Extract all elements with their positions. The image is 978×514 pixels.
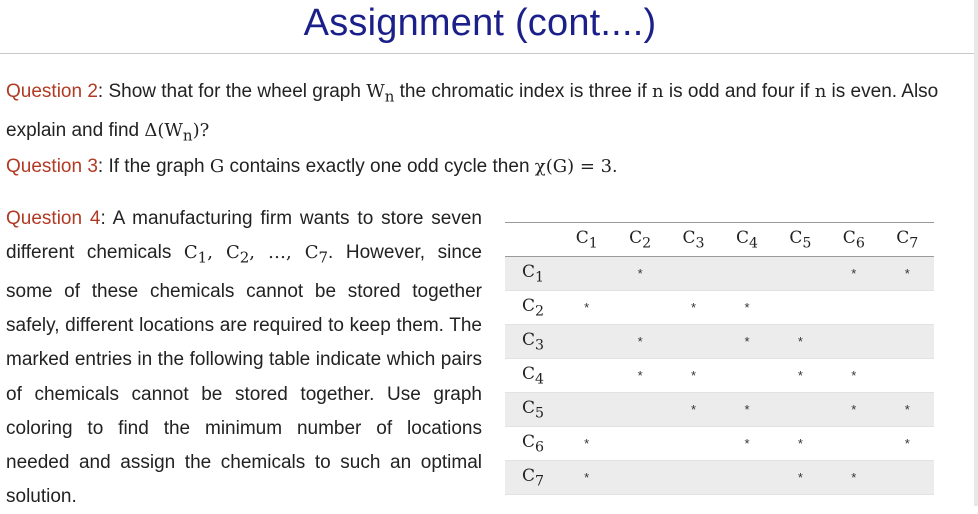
title-divider <box>0 53 975 54</box>
q2-n-1: n <box>652 81 664 102</box>
table-cell: * <box>774 427 827 461</box>
table-cell <box>613 461 666 495</box>
table-cell: * <box>720 291 773 325</box>
table-cell: * <box>613 325 666 359</box>
row-header-c7: $C_7$ <box>505 461 560 495</box>
table-cell <box>881 291 934 325</box>
q2-text-3: is odd and four if <box>663 81 815 102</box>
q2-text-4: is even. Also explain and find <box>6 81 939 141</box>
table-cell: * <box>720 427 773 461</box>
table-cell <box>613 427 666 461</box>
q2-delta-expression: $\Delta(W_n)$? <box>144 119 210 145</box>
incompatibility-table <box>505 222 934 495</box>
column-header-c4: $C_4$ <box>735 227 758 252</box>
table-cell <box>613 393 666 427</box>
table-cell <box>774 393 827 427</box>
slide-title: Assignment (cont....) <box>303 2 657 44</box>
column-header-c1: $C_1$ <box>575 227 598 252</box>
table-cell: * <box>720 393 773 427</box>
table-cell: * <box>774 461 827 495</box>
table-cell <box>560 325 613 359</box>
table-cell: * <box>881 427 934 461</box>
column-header-c5: $C_5$ <box>789 227 812 252</box>
q3-graph-symbol: G <box>209 156 225 177</box>
table-cell <box>827 325 880 359</box>
table-cell <box>881 461 934 495</box>
table-cell: * <box>827 393 880 427</box>
table-row <box>505 325 934 359</box>
table-cell: * <box>881 393 934 427</box>
column-header-c7: $C_7$ <box>896 227 919 252</box>
table-cell: * <box>881 257 934 291</box>
q4-text-1: : A manufacturing firm wants to store seven different chemicals <box>6 208 482 264</box>
table-cell <box>667 257 720 291</box>
q2-n-2: n <box>814 81 827 102</box>
row-header-c6: $C_6$ <box>505 427 560 461</box>
table-cell <box>667 325 720 359</box>
table-cell: * <box>774 359 827 393</box>
table-cell <box>720 359 773 393</box>
q4-chemical-list: $C_1$, $C_2$, …, $C_7$ <box>183 242 329 267</box>
table-cell <box>560 359 613 393</box>
table-row <box>505 427 934 461</box>
table-body <box>505 257 934 495</box>
table-cell: * <box>667 359 720 393</box>
table-cell <box>667 427 720 461</box>
table-cell <box>613 291 666 325</box>
table-cell <box>881 325 934 359</box>
table-cell: * <box>613 359 666 393</box>
row-header-c2: $C_2$ <box>505 291 560 325</box>
question-3-label: Question 3 <box>6 156 98 177</box>
table-row <box>505 461 934 495</box>
question-4-label: Question 4 <box>6 208 101 229</box>
table-cell <box>827 427 880 461</box>
q2-text-1: : Show that for the wheel graph <box>97 81 367 102</box>
table-cell <box>774 257 827 291</box>
table-cell <box>720 461 773 495</box>
table-cell: * <box>613 257 666 291</box>
q3-chromatic-expression: χ(G) = 3 <box>534 156 613 177</box>
table-cell: * <box>560 291 613 325</box>
table-cell: * <box>774 325 827 359</box>
table-cell <box>774 291 827 325</box>
table-cell <box>560 393 613 427</box>
q2-wheel-symbol: $W_n$ <box>366 81 395 106</box>
table-cell <box>827 291 880 325</box>
table-cell <box>720 257 773 291</box>
table-cell <box>881 359 934 393</box>
table-cell: * <box>827 257 880 291</box>
table-cell: * <box>667 393 720 427</box>
table-row <box>505 257 934 291</box>
table-cell <box>667 461 720 495</box>
table-cell: * <box>827 461 880 495</box>
question-2 <box>6 75 951 152</box>
question-3 <box>6 150 951 184</box>
table-cell: * <box>560 461 613 495</box>
q3-text-1: : If the graph <box>97 156 210 177</box>
table-row <box>505 359 934 393</box>
column-header-c3: $C_3$ <box>682 227 705 252</box>
table-cell: * <box>667 291 720 325</box>
page-edge <box>974 0 978 506</box>
q3-text-3: . <box>612 156 618 177</box>
column-header-c2: $C_2$ <box>629 227 652 252</box>
row-header-c1: $C_1$ <box>505 257 560 291</box>
row-header-c3: $C_3$ <box>505 325 560 359</box>
table-header-row <box>505 223 934 257</box>
q2-text-2: the chromatic index is three if <box>394 81 653 102</box>
question-4 <box>6 202 482 514</box>
q4-text-2: . However, since some of these chemicals cannot be stored together safely, different locations are required to keep them. The marked entries in the following table indicate which pairs of chemicals cannot be stored together. Use graph coloring to find the minimum number of locations needed and assign the chemicals to such an optimal solution. <box>6 242 482 508</box>
question-2-label: Question 2 <box>6 81 98 102</box>
table-cell <box>560 257 613 291</box>
table-cell: * <box>720 325 773 359</box>
table-row <box>505 291 934 325</box>
row-header-c4: $C_4$ <box>505 359 560 393</box>
table-row <box>505 393 934 427</box>
table-cell: * <box>827 359 880 393</box>
table-cell: * <box>560 427 613 461</box>
column-header-c6: $C_6$ <box>842 227 865 252</box>
table-corner-cell <box>505 223 560 257</box>
row-header-c5: $C_5$ <box>505 393 560 427</box>
q3-text-2: contains exactly one odd cycle then <box>224 156 535 177</box>
